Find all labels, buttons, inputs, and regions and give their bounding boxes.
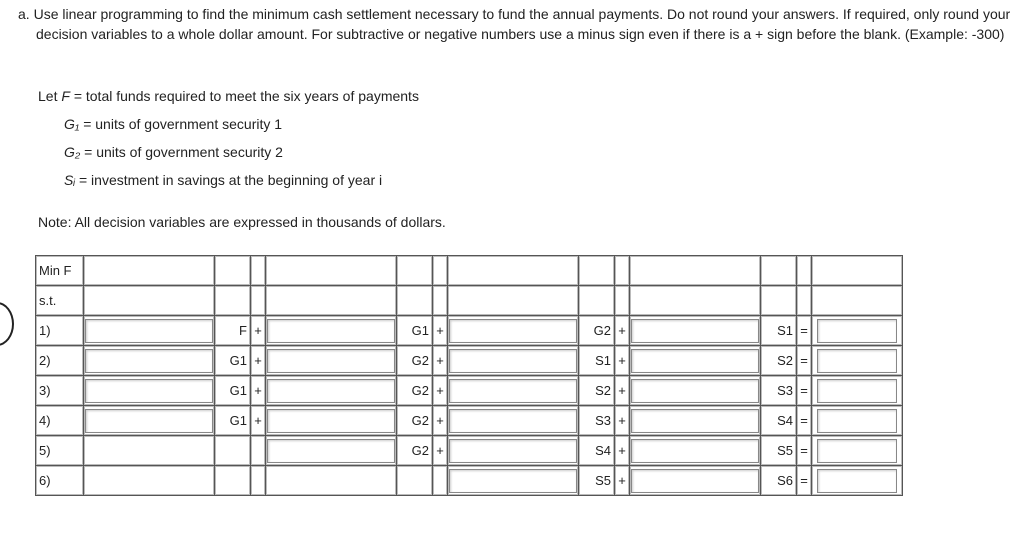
coef-input-r1-c3[interactable] [449,319,577,343]
coef-input-r6-c4[interactable] [631,469,759,493]
coef-input-r3-c3[interactable] [449,379,577,403]
constraint-label: 6) [36,466,84,496]
coef-input-r2-c2[interactable] [267,349,395,373]
constraint-label: 1) [36,316,84,346]
coef-input-r2-c4[interactable] [631,349,759,373]
note-text: Note: All decision variables are expressed in thousands of dollars. [38,214,446,230]
coef-input-r5-c3[interactable] [449,439,577,463]
constraint-label: 5) [36,436,84,466]
definition-F: Let F = total funds required to meet the six years of payments [38,88,419,104]
variable-definitions [38,86,419,198]
constraint-label: 4) [36,406,84,436]
rhs-input-r4[interactable] [817,409,897,433]
constraint-label: 3) [36,376,84,406]
coef-input-r3-c4[interactable] [631,379,759,403]
coef-input-r3-c1[interactable] [85,379,213,403]
question-prefix: a. [18,6,30,22]
rhs-input-r1[interactable] [817,319,897,343]
coef-input-r6-c3[interactable] [449,469,577,493]
coef-input-r4-c1[interactable] [85,409,213,433]
definition-S: Sᵢ = investment in savings at the beginning of year i [64,172,383,188]
rhs-input-r2[interactable] [817,349,897,373]
definition-G2: G₂ = units of government security 2 [64,144,283,160]
question-body: Use linear programming to find the minimum cash settlement necessary to fund the annual payments. Do not round your answers. If required, only round your decision variables to a whole dollar amount. For subtractive or negative numbers use a minus sign even if there is a + sign before the blank. (Example: -300) [33,6,1011,42]
constraint-row-5: 5) G2 + S4 + S5 = [36,436,903,466]
coef-input-r2-c1[interactable] [85,349,213,373]
coef-input-r2-c3[interactable] [449,349,577,373]
objective-row [36,256,903,286]
partial-circle-indicator [0,302,14,346]
constraint-row-3: 3) G1 + G2 + S2 + S3 = [36,376,903,406]
lp-model-table [35,255,903,496]
rhs-input-r6[interactable] [817,469,897,493]
question-text [18,4,1018,44]
st-label: s.t. [36,286,84,316]
constraint-label: 2) [36,346,84,376]
coef-input-r4-c3[interactable] [449,409,577,433]
coef-input-r3-c2[interactable] [267,379,395,403]
constraint-row-2: 2) G1 + G2 + S1 + S2 = [36,346,903,376]
definition-G1: G₁ = units of government security 1 [64,116,283,132]
coef-input-r1-c2[interactable] [267,319,395,343]
coef-input-r4-c2[interactable] [267,409,395,433]
st-row [36,286,903,316]
coef-input-r5-c2[interactable] [267,439,395,463]
coef-input-r4-c4[interactable] [631,409,759,433]
constraint-row-6: 6) S5 + S6 = [36,466,903,496]
rhs-input-r3[interactable] [817,379,897,403]
constraint-row-1: 1) F + G1 + G2 + S1 = [36,316,903,346]
coef-input-r5-c4[interactable] [631,439,759,463]
constraint-row-4: 4) G1 + G2 + S3 + S4 = [36,406,903,436]
rhs-input-r5[interactable] [817,439,897,463]
coef-input-r1-c1[interactable] [85,319,213,343]
coef-input-r1-c4[interactable] [631,319,759,343]
objective-label: Min F [36,256,84,286]
